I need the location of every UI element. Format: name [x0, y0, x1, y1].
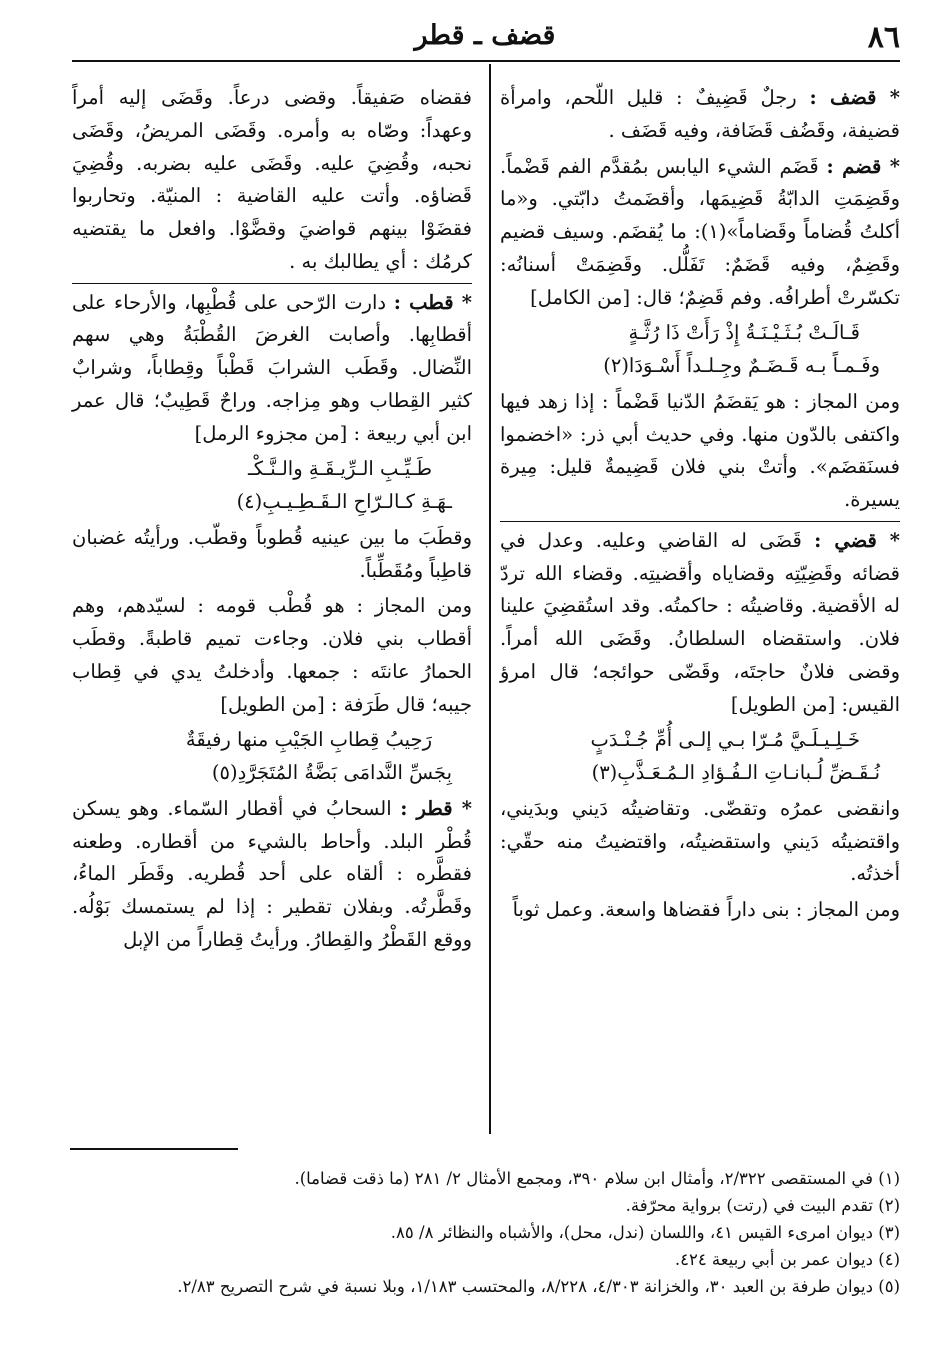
paragraph: وانقضى عمرُه وتقضّى. وتقاضيتُه دَيني وبدَيني، واقتضيتُه دَيني واستقضيتُه، واقتضيتُ منه حقّي: أخذتُه. [500, 796, 900, 886]
entry-qadi: * قضي : قَضَى له القاضي وعليه. وعدل في قضائه وقَضِيّتِه وقضاياه وأقضيتِه. وقضاء الله تردّ له الأقضية. وقاضيتُه : حاكمتُه. وقد استُقضِيَ علينا فلان. واستقضاه السلطانُ. وقَضَى الله أمراً. وقضى فلانٌ حاجتَه، وقَضّى حوائجه؛ قال امرؤ القيس: [من الطويل] [500, 521, 900, 722]
headword: قطب : [393, 290, 454, 314]
column-divider [489, 64, 491, 1134]
page-header [70, 14, 900, 60]
paragraph: ومن المجاز : هو يَقضَمُ الدّنيا قَضْماً : إذا زهد فيها واكتفى بالدّون منها. وفي حديث أبي ذر: «اخضموا فسنَقضَم». وأتتْ بني فلان قَضِيمةٌ قليل: مِيرة يسيرة. [500, 389, 900, 511]
verse-line: نُـقَـضِّ لُـبانـاتِ الـفُـؤادِ الـمُـعَـذَّبِ(٣) [591, 761, 880, 784]
verse-line: قَـالَـتْ بُـثَـيْـنَـةُ إِذْ رَأَتْ ذَا رُثَّـةٍ [628, 321, 860, 345]
entry-qatb: * قطب : دارت الرّحى على قُطْبِها، والأرحاء على أقطابِها. وأصابت الغرضَ القُطْبَةُ وهي سهم النِّضال. وقَطَب الشرابَ قَطْباً وقِطاباً، وشرابٌ كثير القِطاب وهو مِزاجه. وراحٌ قَطِيبٌ؛ قال عمر ابن أبي ربيعة : [من مجزوء الرمل] [72, 283, 472, 451]
entry-text: السحابُ في أقطار السّماء. وهو يسكن قُطْر البلد. وأحاط بالشيء من أقطاره. وطعنه فقطَّره : ألقاه على أحد قُطريه. وقَطَر الماءُ، وقَطَّرتُه. وبفلان تقطير : إذا لم يستمسك بَوْلُه. ووقع القَطْرُ والقِطارُ. ورأيتُ قِطاراً من الإبل [72, 796, 472, 951]
footnote: (٢) تقدم البيت في (رتت) برواية محرّفة. [625, 1195, 900, 1215]
entry-text: رجلٌ قَضِيفٌ : قليل اللّحم، وامرأة قضيفة، وقَضُف قَضَافة، وفيه قَضَف . [500, 86, 900, 142]
footnotes [70, 1166, 900, 1300]
verse-line: وفَـمـاً بـه قَـضَـمٌ وجِـلـداً أَسْـوَدَا(٢) [603, 354, 880, 377]
left-column [72, 82, 472, 960]
header-rule [72, 60, 900, 62]
verse-line: طَـيِّـبِ الـرِّيـقَـةِ والـنَّـكْـ [248, 457, 432, 481]
entry-text: دارت الرّحى على قُطْبِها، والأرحاء على أقطابِها. وأصابت الغرضَ القُطْبَةُ وهي سهم النِّضال. وقَطَب الشرابَ قَطْباً وقِطاباً، وشرابٌ كثير القِطاب وهو مِزاجه. وراحٌ قَطِيبٌ؛ قال عمر ابن أبي ربيعة : [من مجزوء الرمل] [72, 290, 472, 445]
paragraph: ومن المجاز : بنى داراً فقضاها واسعة. وعمل ثوباً [512, 898, 900, 921]
entry-qatr: * قطر : السحابُ في أقطار السّماء. وهو يسكن قُطْر البلد. وأحاط بالشيء من أقطاره. وطعنه فقطَّره : ألقاه على أحد قُطريه. وقَطَر الماءُ، وقَطَّرتُه. وبفلان تقطير : إذا لم يستمسك بَوْلُه. ووقع القَطْرُ والقِطارُ. ورأيتُ قِطاراً من الإبل [72, 796, 472, 951]
verse [72, 453, 472, 519]
verse-line: خَـلِـيـلَـيَّ مُـرّا بـي إلـى أُمِّ جُـنْـدَبٍ [590, 728, 860, 752]
entry-text: قَضَم الشيء اليابس بمُقدَّم الفم قَضْماً. وقَضِمَتِ الدابّةُ قَضِيمَها، وأقضَمتُ دابّتي. و«ما أكلتُ قُضاماً وقَضاماً»(١): ما يُقضَم. وسيف قضيم وقَضِمٌ، وفيه قَضَمٌ: تَفَلُّل. وقَضِمَتْ أسنانُه: تكسّرتْ أطرافُه. وفم قَضِمٌ؛ قال: [من الكامل] [500, 154, 900, 309]
headword: قضي : [814, 528, 877, 552]
entry-text: قَضَى له القاضي وعليه. وعدل في قضائه وقَضِيّتِه وقضاياه وأقضيتِه. وقضاء الله تردّ له الأقضية. وقاضيتُه : حاكمتُه. وقد استُقضِيَ علينا فلان. واستقضاه السلطانُ. وقَضَى الله أمراً. وقضى فلانٌ حاجتَه، وقَضّى حوائجه؛ قال امرؤ القيس: [من الطويل] [500, 528, 900, 716]
paragraph: فقضاه صَفيقاً. وقضى درعاً. وقَضَى إليه أمراً وعهداً: وصّاه به وأمره. وقَضَى المريضُ، وقَضَى نحبه، وقُضِيَ عليه. وقَضَى عليه بضربه. وقُضِيَ قَضاؤه. وأتت عليه القاضية : المنيّة. وتحاربوا فقضَوْا بينهم قواضيَ وقضَّوْا. وافعل ما يقتضيه كرمُك : أي يطالبك به . [72, 86, 472, 273]
page-number: ٨٦ [867, 20, 900, 55]
verse-line: ـهَـةِ كـالـرّاحِ الـقَـطِـيـبِ(٤) [236, 490, 452, 513]
entry-qadf: * قضف : رجلٌ قَضِيفٌ : قليل اللّحم، وامرأة قضيفة، وقَضُف قَضَافة، وفيه قَضَف . [500, 86, 900, 142]
paragraph: ومن المجاز : هو قُطْب قومه : لسيّدهم، وهم أقطاب بني فلان. وجاءت تميم قاطبةً. وقطَب الحمارُ عانتَه : جمعها. وأدخلتُ يدي في قِطاب جيبه؛ قال طَرَفة : [من الطويل] [72, 594, 472, 716]
headword: قطر : [400, 796, 453, 820]
headword: قضم : [826, 154, 882, 178]
verse [500, 317, 900, 383]
headword: قضف : [809, 86, 877, 109]
footnote: (١) في المستقصى ٢/٣٢٢، وأمثال ابن سلام ٣٩٠، ومجمع الأمثال ٢/ ٢٨١ (ما ذقت قضاما). [294, 1169, 900, 1188]
verse [500, 724, 900, 790]
entry-qadm: * قضم : قَضَم الشيء اليابس بمُقدَّم الفم قَضْماً. وقَضِمَتِ الدابّةُ قَضِيمَها، وأقضَمتُ دابّتي. و«ما أكلتُ قُضاماً وقَضاماً»(١): ما يُقضَم. وسيف قضيم وقَضِمٌ، وفيه قَضَمٌ: تَفَلُّل. وقَضِمَتْ أسنانُه: تكسّرتْ أطرافُه. وفم قَضِمٌ؛ قال: [من الكامل] [500, 154, 900, 309]
right-column [500, 82, 900, 930]
verse-line: رَحِيبُ قِطابِ الجَيْبِ منها رفيقَةٌ [185, 728, 432, 752]
footnote-rule [70, 1148, 238, 1150]
footnote: (٥) ديوان طرفة بن العبد ٣٠، والخزانة ٤/٣٠٣، ٨/٢٢٨، والمحتسب ١/١٨٣، وبلا نسبة في شرح التصريح ٢/٨٣. [177, 1276, 900, 1296]
footnote: (٣) ديوان امرىء القيس ٤١، واللسان (ندل، محل)، والأشباه والنظائر ٨/ ٨٥. [390, 1222, 900, 1242]
paragraph: وقطَبَ ما بين عينيه قُطوباً وقطّب. ورأيتُه غضبان قاطِباً ومُقَطِّباً. [72, 525, 472, 582]
verse-line: بِجَسِّ النَّدامَى بَضَّةُ المُتَجَرَّدِ(٥) [211, 761, 452, 784]
footnote: (٤) ديوان عمر بن أبي ربيعة ٤٢٤. [674, 1249, 900, 1269]
verse [72, 724, 472, 790]
running-title: قضف ـ قطر [414, 20, 556, 51]
